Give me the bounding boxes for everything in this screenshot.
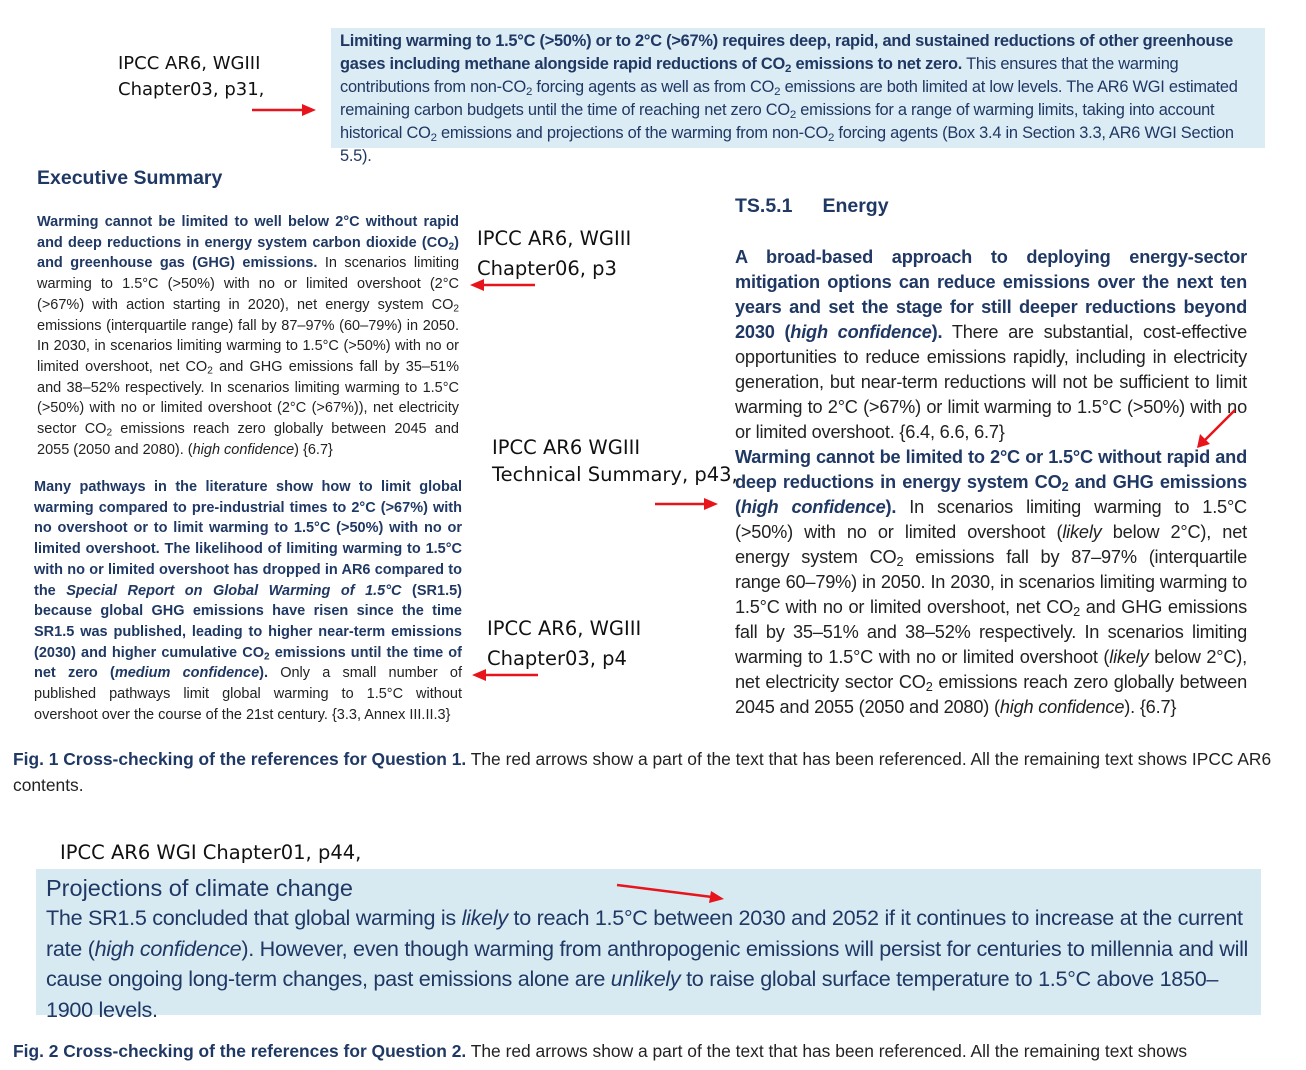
projections-text: The SR1.5 concluded that global warming is likely to reach 1.5°C between 2030 and 2052 if it continues to increase at the current rate (high confidence). However, even though warming from anthropogenic emissions will persist for centuries to millennia and will cause ongoing long-term changes, past emissions alone are unlikely to raise global surface temperature to 1.5°C above 1850–1900 levels.	[46, 905, 1249, 1022]
quote-bold: Limiting warming to 1.5°C (>50%) or to 2°C (>67%) requires deep, rapid, and sustained reductions of other greenhouse gases including methane alongside rapid reductions of $CO_2$ emissions to net zero.	[340, 32, 1234, 75]
projections-heading: Projections of climate change	[46, 875, 353, 901]
figure-1-caption: Fig. 1 Cross-checking of the references for Question 1. The red arrows show a part of the text that has been referenced. All the remaining text shows IPCC AR6 contents.	[13, 749, 1272, 795]
red-arrow-diagonal	[1197, 410, 1235, 448]
figure-2-caption: Fig. 2 Cross-checking of the references for Question 2. The red arrows show a part of the text that has been referenced. All the remaining text shows	[13, 1041, 1188, 1061]
red-arrow-chapter06	[470, 279, 535, 291]
red-arrow-chapter03-p4	[472, 669, 538, 681]
source-label-ts-p43: IPCC AR6 WGIII Technical Summary, p43,	[492, 436, 738, 486]
source-label-ch06-p3: IPCC AR6, WGIII Chapter06, p3	[477, 227, 632, 280]
energy-paragraph-2: Warming cannot be limited to 2°C or 1.5°C without rapid and deep reductions in energy system $CO_2$ and GHG emissions (high confidence). In scenarios limiting warming to 1.5°C (>50%) with no or limited overshoot (likely below 2°C), net energy system $CO_2$ emissions fall by 87–97% (interquartile range 60–79%) in 2050. In 2030, in scenarios limiting warming to 1.5°C with no or limited overshoot, net $CO_2$ and GHG emissions fall by 35–51% and 38–52% respectively. In scenarios limiting warming to 1.5°C with no or limited overshoot (likely below 2°C), net electricity sector $CO_2$ emissions reach zero globally between 2045 and 2055 (2050 and 2080) (high confidence). {6.7}	[735, 447, 1248, 717]
red-arrow-projections	[617, 885, 724, 903]
red-arrow-technical-summary	[655, 498, 718, 510]
quote-body: This ensures that the warming contributions from non-$CO_2$ forcing agents as well as from $CO_2$ emissions are both limited at low levels. The AR6 WGI estimated remaining carbon budgets until the time of reaching net zero $CO_2$ emissions for a range of warming limits, taking into account historical $CO_2$ emissions and projections of the warming from non-$CO_2$ forcing agents (Box 3.4 in Section 3.3, AR6 WGI Section 5.5).	[340, 55, 1238, 165]
source-label-ch03-p4: IPCC AR6, WGIII Chapter03, p4	[487, 617, 642, 670]
executive-summary-paragraph-2: Many pathways in the literature show how to limit global warming compared to pre-industrial times to 2°C (>67%) with no overshoot or to limit warming to 1.5°C (>50%) with no or limited overshoot. The likelihood of limiting warming to 1.5°C with no or limited overshoot has dropped in AR6 compared to the Special Report on Global Warming of 1.5°C (SR1.5) because global GHG emissions have risen since the time SR1.5 was published, leading to higher near-term emissions (2030) and higher cumulative $CO_2$ emissions until the time of net zero (medium confidence). Only a small number of published pathways limit global warming to 1.5°C without overshoot over the course of the 21st century. {3.3, Annex III.II.3}	[34, 479, 462, 723]
red-arrow-top	[252, 104, 316, 116]
energy-paragraph-1: A broad-based approach to deploying energy-sector mitigation options can reduce emissions over the next ten years and set the stage for still deeper reductions beyond 2030 (high confidence). There are substantial, cost-effective opportunities to reduce emissions rapidly, including in electricity generation, but near-term reductions will not be sufficient to limit warming to 2°C (>67%) or limit warming to 1.5°C (>50%) with no or limited overshoot. {6.4, 6.6, 6.7}	[735, 247, 1247, 442]
source-label-wgi-ch01-p44: IPCC AR6 WGI Chapter01, p44,	[60, 841, 362, 864]
executive-summary-paragraph-1: Warming cannot be limited to well below 2°C without rapid and deep reductions in energy system carbon dioxide $(CO_2)$ and greenhouse gas (GHG) emissions. In scenarios limiting warming to 1.5°C (>50%) with no or limited overshoot (2°C (>67%) with action starting in 2020), net energy system $CO_2$ emissions (interquartile range) fall by 87–97% (60–79%) in 2050. In 2030, in scenarios limiting warming to 1.5°C (>50%) with no or limited overshoot, net $CO_2$ and GHG emissions fall by 35–51% and 38–52% respectively. In scenarios limiting warming to 1.5°C (>50%) with no or limited overshoot (2°C (>67%)), net electricity sector $CO_2$ emissions reach zero globally between 2045 and 2055 (2050 and 2080). (high confidence) {6.7}	[37, 214, 460, 458]
executive-summary-heading: Executive Summary	[37, 167, 223, 189]
energy-heading: TS.5.1 Energy	[735, 195, 889, 217]
source-label-ch03-p31: IPCC AR6, WGIII Chapter03, p31,	[118, 53, 265, 100]
